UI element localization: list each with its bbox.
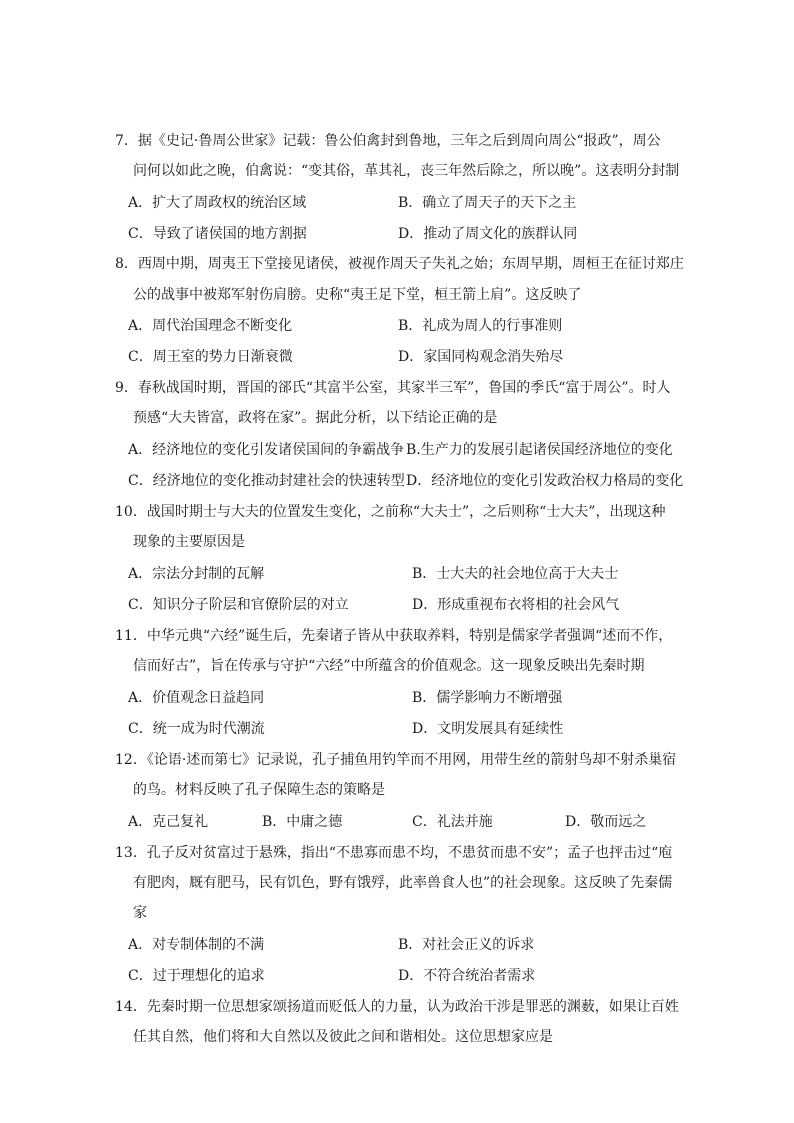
option-b: B．中庸之德 — [262, 814, 343, 830]
question-stem-line: 8．西周中期，周夷王下堂接见诸侯，被视作周天子失礼之始；东周早期，周桓王在征讨郑庄 — [115, 256, 684, 272]
question-stem-line: 9．春秋战国时期，晋国的郤氏“其富半公室，其家半三军”，鲁国的季氏“富于周公”。时人 — [115, 380, 671, 396]
option-c: C．经济地位的变化推动封建社会的快速转型 — [128, 473, 405, 489]
option-b: B.生产力的发展引起诸侯国经济地位的变化 — [406, 442, 673, 458]
option-c: C．导致了诸侯国的地方割据 — [128, 226, 307, 242]
option-a: A．经济地位的变化引发诸侯国间的争霸战争 — [128, 442, 405, 458]
option-d: D．经济地位的变化引发政治权力格局的变化 — [406, 473, 684, 489]
option-d: D．敬而远之 — [565, 814, 647, 830]
question-stem-line: 公的战事中被郑军射伤肩膀。史称“夷王足下堂，桓王箭上肩”。这反映了 — [133, 287, 582, 303]
question-stem-line: 11．中华元典“六经”诞生后，先秦诸子皆从中获取养料，特别是儒家学者强调“述而不作， — [115, 628, 673, 644]
question-stem-line: 13．孔子反对贫富过于悬殊，指出“不患寡而患不均，不患贫而患不安”；孟子也抨击过“庖 — [115, 845, 673, 861]
option-d: D．文明发展具有延续性 — [412, 721, 564, 737]
question-stem-line: 的鸟。材料反映了孔子保障生态的策略是 — [133, 782, 385, 798]
option-c: C．知识分子阶层和官僚阶层的对立 — [128, 597, 349, 613]
option-b: B．礼成为周人的行事准则 — [398, 318, 563, 334]
option-d: D．推动了周文化的族群认同 — [398, 226, 578, 242]
question-stem-line: 信而好古”，旨在传承与守护“六经”中所蕴含的价值观念。这一现象反映出先秦时期 — [133, 658, 645, 674]
question-stem-line: 12．《论语·述而第七》记录说，孔子捕鱼用钓竿而不用网，用带生丝的箭射鸟却不射杀巢宿 — [115, 752, 677, 768]
option-c: C．周王室的势力日渐衰微 — [128, 349, 293, 365]
question-stem-line: 现象的主要原因是 — [133, 534, 245, 550]
option-a: A．扩大了周政权的统治区域 — [128, 195, 307, 211]
option-a: A．价值观念日益趋同 — [128, 690, 265, 706]
question-stem-line: 14．先秦时期一位思想家颂扬道而贬低人的力量，认为政治干涉是罪恶的渊薮，如果让百姓 — [115, 999, 679, 1015]
option-a: A．周代治国理念不断变化 — [128, 318, 293, 334]
option-c: C．过于理想化的追求 — [128, 968, 265, 984]
option-a: A．克己复礼 — [128, 814, 209, 830]
question-stem-line: 有肥肉，厩有肥马，民有饥色，野有饿殍，此率兽食人也”的社会现象。这反映了先秦儒 — [133, 875, 673, 891]
option-b: B．对社会正义的诉求 — [398, 937, 535, 953]
question-stem-line: 家 — [133, 905, 147, 921]
question-stem-line: 10．战国时期士与大夫的位置发生变化，之前称“大夫士”，之后则称“士大夫”，出现这种 — [115, 504, 666, 520]
option-b: B．士大夫的社会地位高于大夫士 — [412, 566, 619, 582]
question-stem-line: 7．据《史记·鲁周公世家》记载：鲁公伯禽封到鲁地，三年之后到周向周公“报政”，周公 — [115, 133, 661, 149]
option-d: D．不符合统治者需求 — [398, 968, 536, 984]
option-a: A．宗法分封制的瓦解 — [128, 566, 265, 582]
question-stem-line: 预感“大夫皆富，政将在家”。据此分析，以下结论正确的是 — [133, 410, 498, 426]
option-a: A．对专制体制的不满 — [128, 937, 265, 953]
option-b: B．确立了周天子的天下之主 — [398, 195, 577, 211]
option-c: C．礼法并施 — [412, 814, 493, 830]
question-stem-line: 问何以如此之晚，伯禽说：“变其俗，革其礼，丧三年然后除之，所以晚”。这表明分封制 — [133, 163, 680, 179]
option-b: B．儒学影响力不断增强 — [412, 690, 563, 706]
option-d: D．形成重视布衣将相的社会风气 — [412, 597, 620, 613]
option-c: C．统一成为时代潮流 — [128, 721, 265, 737]
option-d: D．家国同构观念消失殆尽 — [398, 349, 564, 365]
question-stem-line: 任其自然，他们将和大自然以及彼此之间和谐相处。这位思想家应是 — [133, 1029, 553, 1045]
